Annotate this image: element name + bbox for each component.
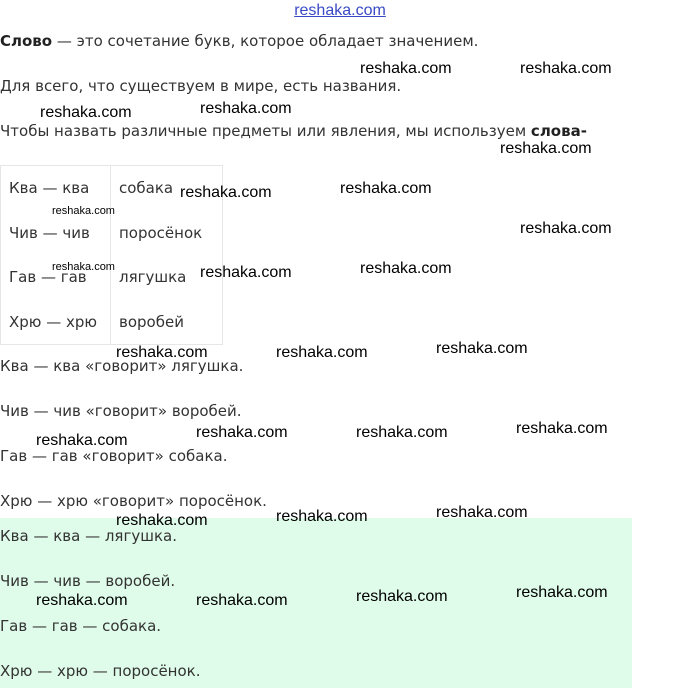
table-row: [1, 166, 223, 211]
animal-cell: поросёнок: [119, 223, 203, 242]
watermark-text: reshaka.com: [356, 588, 448, 605]
watermark-text: reshaka.com: [40, 104, 132, 121]
definition-paragraph: [0, 31, 478, 51]
sound-cell: Гав — гав: [1, 255, 111, 299]
watermark-text: reshaka.com: [276, 344, 368, 361]
watermark-text: reshaka.com: [180, 184, 272, 201]
watermark-text: reshaka.com: [516, 584, 608, 601]
answer-line: Ква — ква — лягушка.: [0, 527, 177, 545]
intro-line-3-bold: слова-: [530, 122, 587, 140]
sentence-line: Гав — гав «говорит» собака.: [0, 447, 228, 465]
watermark-text: reshaka.com: [200, 100, 292, 117]
animal-cell: собака: [119, 179, 174, 198]
watermark-text: reshaka.com: [356, 424, 448, 441]
watermark-text: reshaka.com: [500, 140, 592, 157]
watermark-text: reshaka.com: [52, 205, 115, 217]
answer-line: Чив — чив — воробей.: [0, 572, 176, 590]
sound-cell: Ква — ква: [1, 166, 111, 211]
watermark-text: reshaka.com: [52, 261, 115, 273]
watermark-text: reshaka.com: [340, 180, 432, 197]
watermark-text: reshaka.com: [116, 512, 208, 529]
watermark-text: reshaka.com: [116, 344, 208, 361]
animal-cell: воробей: [119, 312, 184, 331]
sound-cell: Чив — чив: [1, 211, 111, 255]
answer-line: Гав — гав — собака.: [0, 617, 162, 635]
watermark-text: reshaka.com: [196, 424, 288, 441]
table-row: [1, 211, 223, 255]
sentence-line: Чив — чив «говорит» воробей.: [0, 402, 242, 420]
term-word: Слово: [0, 32, 53, 50]
answer-line: Хрю — хрю — поросёнок.: [0, 662, 201, 680]
intro-line-3-text: Чтобы назвать различные предметы или явления, мы используем: [0, 122, 531, 140]
watermark-text: reshaka.com: [196, 592, 288, 609]
definition-text: — это сочетание букв, которое обладает значением.: [52, 32, 479, 50]
intro-line-2: Для всего, что существуем в мире, есть названия.: [0, 77, 402, 95]
watermark-text: reshaka.com: [520, 60, 612, 77]
sentence-line: Ква — ква «говорит» лягушка.: [0, 357, 244, 375]
sound-animal-table: [0, 165, 223, 345]
watermark-text: reshaka.com: [436, 340, 528, 357]
intro-line-3: [0, 121, 587, 141]
animal-cell: лягушка: [119, 268, 187, 287]
watermark-text: reshaka.com: [360, 260, 452, 277]
table-row: [1, 299, 223, 344]
watermark-text: reshaka.com: [436, 504, 528, 521]
watermark-text: reshaka.com: [360, 60, 452, 77]
watermark-text: reshaka.com: [36, 592, 128, 609]
watermark-text: reshaka.com: [520, 220, 612, 237]
table-row: [1, 255, 223, 299]
watermark-text: reshaka.com: [516, 420, 608, 437]
watermark-text: reshaka.com: [276, 508, 368, 525]
site-logo-link[interactable]: reshaka.com: [294, 2, 386, 19]
sound-cell: Хрю — хрю: [1, 299, 111, 344]
watermark-text: reshaka.com: [200, 264, 292, 281]
watermark-text: reshaka.com: [36, 432, 128, 449]
sentence-line: Хрю — хрю «говорит» поросёнок.: [0, 492, 267, 510]
